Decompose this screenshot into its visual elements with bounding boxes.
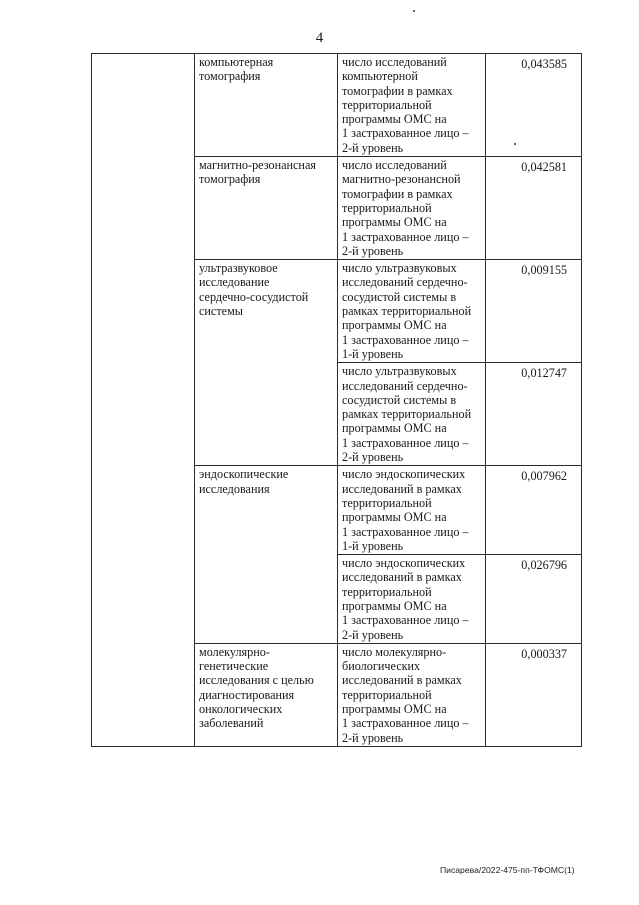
indicators-table [91, 53, 582, 747]
indicator-description-cell: число исследований компьютерной томографии в рамках территориальной программы ОМС на 1 застрахованное лицо – 2-й уровень [338, 54, 486, 157]
value-cell: 0,042581 [486, 157, 582, 260]
value-cell: 0,007962 [486, 466, 582, 555]
indicator-description-cell: число эндоскопических исследований в рамках территориальной программы ОМС на 1 застрахованное лицо – 2-й уровень [338, 555, 486, 644]
scan-speck [514, 143, 516, 145]
study-name-cell: эндоскопические исследования [195, 466, 338, 644]
page-number: 4 [315, 30, 324, 46]
study-name-cell: магнитно-резонансная томография [195, 157, 338, 260]
study-name-cell: ультразвуковое исследование сердечно-сосудистой системы [195, 260, 338, 466]
indicator-description-cell: число ультразвуковых исследований сердечно- сосудистой системы в рамках территориальной программы ОМС на 1 застрахованное лицо – 1-й уровень [338, 260, 486, 363]
indicator-description-cell: число исследований магнитно-резонансной томографии в рамках территориальной программы ОМС на 1 застрахованное лицо – 2-й уровень [338, 157, 486, 260]
empty-left-cell [92, 54, 195, 747]
value-cell: 0,000337 [486, 643, 582, 746]
study-name-cell: молекулярно- генетические исследования с целью диагностирования онкологических заболеваний [195, 643, 338, 746]
value-cell: 0,043585 [486, 54, 582, 157]
table-row [92, 54, 582, 157]
indicator-description-cell: число ультразвуковых исследований сердечно- сосудистой системы в рамках территориальной программы ОМС на 1 застрахованное лицо – 2-й уровень [338, 363, 486, 466]
value-cell: 0,009155 [486, 260, 582, 363]
document-reference-footer: Писарева/2022-475-пп-ТФОМС(1) [440, 865, 575, 875]
study-name-cell: компьютерная томография [195, 54, 338, 157]
value-cell: 0,012747 [486, 363, 582, 466]
scan-speck [413, 10, 415, 12]
value-cell: 0,026796 [486, 555, 582, 644]
indicator-description-cell: число эндоскопических исследований в рамках территориальной программы ОМС на 1 застрахованное лицо – 1-й уровень [338, 466, 486, 555]
indicator-description-cell: число молекулярно- биологических исследований в рамках территориальной программы ОМС на 1 застрахованное лицо – 2-й уровень [338, 643, 486, 746]
